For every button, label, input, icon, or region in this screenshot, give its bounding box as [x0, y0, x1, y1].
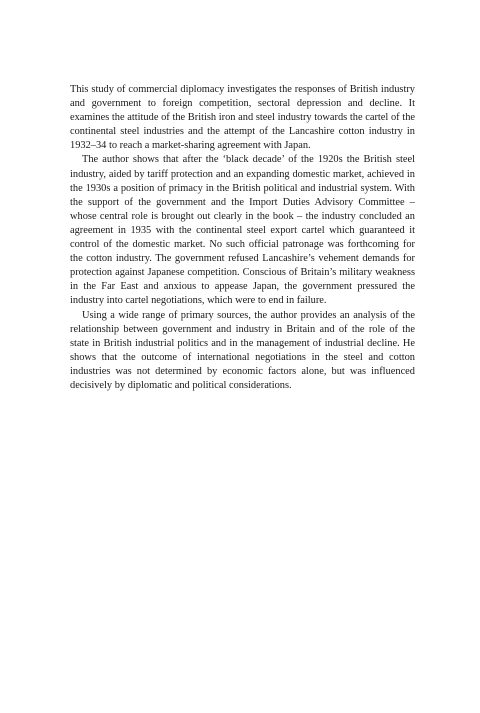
paragraph-3: Using a wide range of primary sources, the author provides an analysis of the relationship between government and industry in Britain and of the role of the state in British industrial politics and in the management of industrial decline. He shows that the outcome of international negotiations in the steel and cotton industries was not determined by economic factors alone, but was influenced decisively by diplomatic and political considerations. [70, 309, 415, 391]
blurb-text [70, 83, 415, 393]
paragraph-2: The author shows that after the ‘black decade’ of the 1920s the British steel industry, aided by tariff protection and an expanding domestic market, achieved in the 1930s a position of primacy in the British political and industrial system. With the support of the government and the Import Duties Advisory Committee – whose central role is brought out clearly in the book – the industry concluded an agreement in 1935 with the continental steel export cartel which guaranteed it control of the domestic market. No such official patronage was forthcoming for the cotton industry. The government refused Lancashire’s vehement demands for protection against Japanese competition. Conscious of Britain’s military weakness in the Far East and anxious to appease Japan, the government pressured the industry into cartel negotiations, which were to end in failure. [70, 154, 415, 307]
paragraph-1: This study of commercial diplomacy investigates the responses of British industry and government to foreign competition, sectoral depression and decline. It examines the attitude of the British iron and steel industry towards the cartel of the continental steel industries and the attempt of the Lancashire cotton industry in 1932–34 to reach a market-sharing agreement with Japan. [70, 84, 415, 152]
